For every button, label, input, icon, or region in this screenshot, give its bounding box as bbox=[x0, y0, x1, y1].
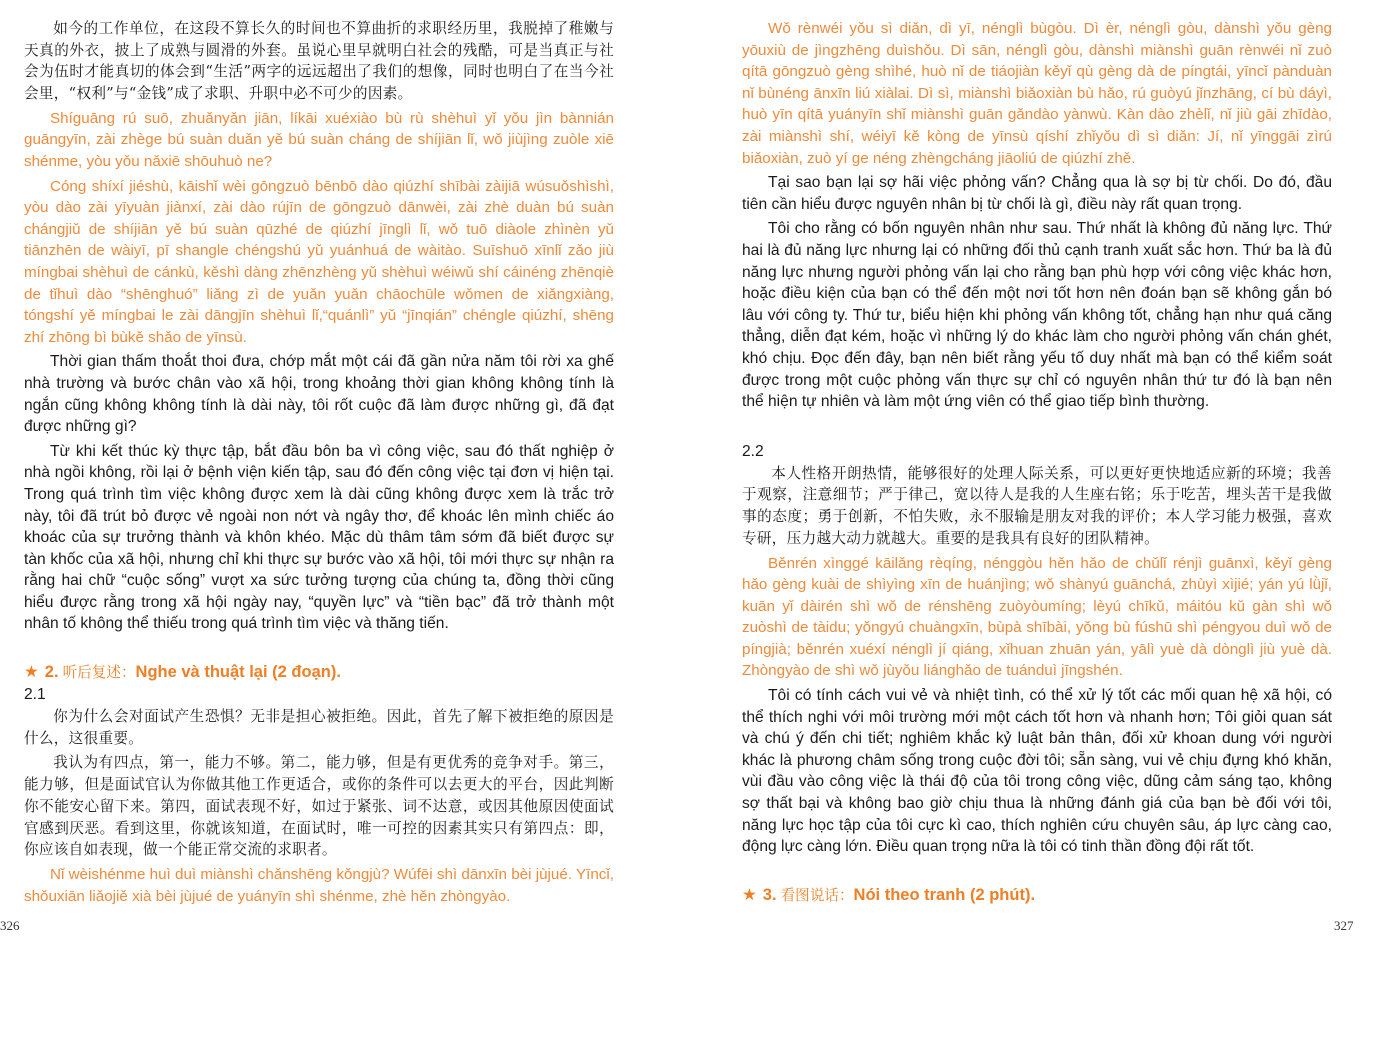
subsection-number: 2.2 bbox=[742, 442, 764, 460]
right-page bbox=[742, 18, 1332, 907]
paragraph-vietnamese: Tại sao bạn lại sợ hãi việc phỏng vấn? Chẳng qua là sợ bị từ chối. Do đó, đầu tiên cần hiểu được nguyên nhân bị từ chối là gì, điều này rất quan trọng. bbox=[742, 174, 1332, 213]
page-number-right: 327 bbox=[1334, 918, 1354, 933]
page-number-left: 326 bbox=[0, 918, 20, 933]
paragraph-vietnamese: Tôi cho rằng có bốn nguyên nhân như sau. Thứ nhất là không đủ năng lực. Thứ hai là đủ năng lực nhưng lại có những đối thủ cạnh tranh xuất sắc hơn. Thứ ba là đủ năng lực nhưng người phỏng vấn lại cho rằng bạn phù hợp với công việc khác hơn, hoặc điều kiện của bạn có thể đến một nơi tốt hơn nên đoán bạn sẽ không gắn bó lâu với công ty. Thứ tư, biểu hiện khi phỏng vấn không tốt, chẳng hạn như quá căng thẳng, diễn đạt kém, hoặc vì những lý do khác làm cho người phỏng vấn chán ghét, khó chịu. Đọc đến đây, bạn nên biết rằng yếu tố duy nhất mà bạn có thể kiểm soát được trong một cuộc phỏng vấn thực sự chỉ có nguyên nhân thứ tư đó là bạn nên thể hiện tự nhiên và làm một ứng viên có thể giao tiếp bình thường. bbox=[742, 220, 1332, 411]
paragraph-pinyin: Běnrén xìnggé kāilǎng rèqíng, nénggòu hěn hǎo de chǔlǐ rénjì guānxì, kěyǐ gèng hǎo gèng kuài de shìyìng xīn de huánjìng; wǒ shànyú guānchá, zhùyì xìjié; yán yú lǜjǐ, kuān yǐ dàirén shì wǒ de rénshēng zuòyòumíng; lèyú chīkǔ, máitóu kǔ gàn shì wǒ zuòshì de tàidu; yǒngyú chuàngxīn, bùpà shībài, yǒng bù fúshū shì péngyou duì wǒ de píngjià; běnrén xuéxí nénglì jí qiáng, xǐhuan zhuān yán, yālì yuè dà dònglì jiù yuè dà. Zhòngyào de shì wǒ jùyǒu liánghǎo de tuánduì jīngshén. bbox=[742, 554, 1332, 680]
subsection-number: 2.1 bbox=[24, 686, 46, 704]
section-heading-3 bbox=[742, 884, 1332, 907]
paragraph-chinese: 我认为有四点，第一，能力不够。第二，能力够，但是有更优秀的竞争对手。第三，能力够，但是面试官认为你做其他工作更适合，或你的条件可以去更大的平台，因此判断你不能安心留下来。第四，面试表现不好，如过于紧张、词不达意，或因其他原因使面试官感到厌恶。看到这里，你就该知道，在面试时，唯一可控的因素其实只有第四点：即，你应该自如表现，做一个能正常交流的求职者。 bbox=[24, 754, 614, 859]
paragraph-pinyin: Nǐ wèishénme huì duì miànshì chǎnshēng kǒngjù? Wúfēi shì dānxīn bèi jùjué. Yīncǐ, shǒuxiān liǎojiě xià bèi jùjué de yuányīn shì shénme, zhè hěn zhòngyào. bbox=[24, 865, 614, 905]
star-icon: ★ bbox=[742, 885, 757, 904]
section-label-vietnamese: Nghe và thuật lại (2 đoạn). bbox=[135, 663, 341, 682]
paragraph-chinese: 你为什么会对面试产生恐惧？无非是担心被拒绝。因此，首先了解下被拒绝的原因是什么，这很重要。 bbox=[24, 708, 614, 747]
section-heading-2 bbox=[24, 661, 614, 684]
star-icon: ★ bbox=[24, 663, 39, 682]
paragraph-pinyin: Wǒ rènwéi yǒu sì diǎn, dì yī, nénglì bùgòu. Dì èr, nénglì gòu, dànshì yǒu gèng yōuxiù de jìngzhēng duìshǒu. Dì sān, nénglì gòu, dànshì miànshì guān rènwéi nǐ zuò qítā gōngzuò gèng shìhé, huò nǐ de tiáojiàn kěyǐ qù gèng dà de píngtái, yīncǐ pànduàn nǐ bùnéng ānxīn liú xiàlai. Dì sì, miànshì biǎoxiàn bù hǎo, rú guòyú jǐnzhāng, cí bù dáyì, huò yīn qítā yuányīn shǐ miànshì guān gǎndào yànwù. Kàn dào zhèlǐ, nǐ jiù gāi zhīdào, zài miànshì shí, wéiyī kě kòng de yīnsù qíshí zhǐyǒu dì sì diǎn: Jí, nǐ yīnggāi zìrú biǎoxiàn, zuò yí ge néng zhèngcháng jiāoliú de qiúzhí zhě. bbox=[742, 20, 1332, 167]
paragraph-pinyin: Cóng shíxí jiéshù, kāishǐ wèi gōngzuò bēnbō dào qiúzhí shībài zàijiā wúsuǒshìshì, yòu dào zài yīyuàn jiànxí, zài dào rújīn de gōngzuò dānwèi, zài zhè duàn bú suàn chángjiǔ de shíjiān yě bú suàn qūzhé de qiúzhí jīnglì lǐ, wǒ tuō diàole zhìnèn yǔ tiānzhēn de wàiyī, pī shangle chéngshú yǔ yuánhuá de wàitào. Suīshuō xīnlǐ zǎo jiù míngbai shèhuì de cánkù, kěshì dàng zhēnzhèng yǔ shèhuì wéiwǔ shí cáinéng zhēnqiè de tǐhuì dào “shēnghuó” liǎng zì de yuǎn yuǎn chāochūle wǒmen de xiǎngxiàng, tóngshí yě míngbai le zài dāngjīn shèhuì lǐ,“quánlì” yǔ “jīnqián” chéngle qiúzhí, shēng zhí zhōng bì bùkě shǎo de yīnsù. bbox=[24, 177, 614, 346]
paragraph-chinese: 本人性格开朗热情，能够很好的处理人际关系，可以更好更快地适应新的环境；我善于观察，注意细节；严于律己，宽以待人是我的人生座右铭；乐于吃苦，埋头苦干是我做事的态度；勇于创新，不怕失败，永不服输是朋友对我的评价；本人学习能力极强，喜欢专研，压力越大动力就越大。重要的是我具有良好的团队精神。 bbox=[742, 464, 1332, 547]
section-label-chinese: 看图说话： bbox=[780, 886, 854, 904]
section-label-vietnamese: Nói theo tranh (2 phút). bbox=[853, 885, 1036, 904]
left-page bbox=[24, 18, 614, 907]
paragraph-vietnamese: Tôi có tính cách vui vẻ và nhiệt tình, có thể xử lý tốt các mối quan hệ xã hội, có thể thích nghi với môi trường mới một cách tốt hơn và nhanh hơn; Tôi giỏi quan sát và chú ý đến chi tiết; nghiêm khắc kỷ luật bản thân, đối xử khoan dung với người khác là phương châm sống trong cuộc đời tôi; sẵn sàng, vui vẻ chịu đựng khó khăn, vùi đầu vào công việc là thái độ của tôi trong công việc, dũng cảm sáng tạo, không sợ thất bại và không bao giờ chịu thua là những đánh giá của bạn bè đối với tôi, năng lực học tập của tôi cực kì cao, thích nghiên cứu chuyên sâu, áp lực càng cao, động lực càng lớn. Điều quan trọng nữa là tôi có tinh thần đồng đội rất tốt. bbox=[742, 687, 1332, 856]
paragraph-vietnamese: Từ khi kết thúc kỳ thực tập, bắt đầu bôn ba vì công việc, sau đó thất nghiệp ở nhà ngồi không, rồi lại ở bệnh viện kiến tập, sau đó đến công việc tại đơn vị hiện tại. Trong quá trình tìm việc không được xem là dài cũng không được xem là trắc trở này, tôi đã trút bỏ được vẻ ngoài non nớt và ngây thơ, để khoác lên mình chiếc áo khoác của sự trưởng thành và khôn khéo. Mặc dù thâm tâm sớm đã biết được sự tàn khốc của xã hội, nhưng chỉ khi thực sự bước vào xã hội, tôi mới thực sự nhận ra rằng hai chữ “cuộc sống” vượt xa sức tưởng tượng của chúng ta, đồng thời cũng hiểu được rằng trong xã hội ngày nay, “quyền lực” và “tiền bạc” đã trở thành một nhân tố không thể thiếu trong quá trình tìm việc và thăng tiến. bbox=[24, 442, 614, 633]
section-number: 2. bbox=[44, 663, 59, 682]
paragraph-pinyin: Shíguāng rú suō, zhuǎnyǎn jiān, líkāi xuéxiào bù rù shèhuì yǐ yǒu jìn bànnián guāngyīn, zài zhège bú suàn duǎn yě bú suàn cháng de shíjiān lǐ, wǒ jiùjìng zuòle xiē shénme, yòu yǒu nǎxiē shōuhuò ne? bbox=[24, 109, 614, 170]
paragraph-vietnamese: Thời gian thấm thoắt thoi đưa, chớp mắt một cái đã gần nửa năm tôi rời xa ghế nhà trường và bước chân vào xã hội, trong khoảng thời gian không không tính là ngắn cũng không không tính là dài này, tôi rốt cuộc đã làm được những gì, đã đạt được những gì? bbox=[24, 353, 614, 436]
section-label-chinese: 听后复述： bbox=[62, 664, 136, 682]
paragraph-chinese: 如今的工作单位，在这段不算长久的时间也不算曲折的求职经历里，我脱掉了稚嫩与天真的外衣，披上了成熟与圆滑的外套。虽说心里早就明白社会的残酷，可是当真正与社会为伍时才能真切的体会到“生活”两字的远远超出了我们的想像，同时也明白了在当今社会里，“权利”与“金钱”成了求职、升职中必不可少的因素。 bbox=[24, 20, 614, 103]
section-number: 3. bbox=[762, 885, 777, 904]
